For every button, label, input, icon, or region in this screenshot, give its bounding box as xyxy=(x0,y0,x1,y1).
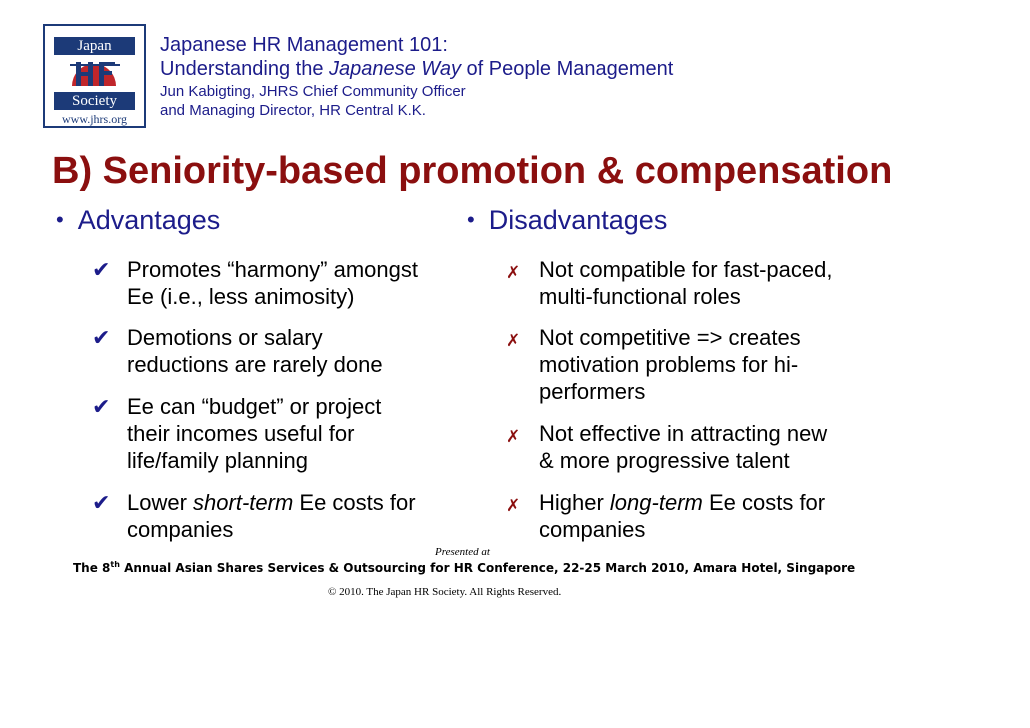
logo-society-text: Society xyxy=(54,92,135,110)
header-course-title: Japanese HR Management 101: xyxy=(160,34,448,56)
cross-icon: ✗ xyxy=(506,496,521,515)
header-author-role: and Managing Director, HR Central K.K. xyxy=(160,102,426,119)
slide-title: B) Seniority-based promotion & compensation xyxy=(52,150,893,192)
presented-at-text: Presented at xyxy=(435,546,490,558)
checkmark-icon: ✔ xyxy=(92,490,111,515)
logo-rising-sun-icon xyxy=(54,56,135,92)
cross-icon: ✗ xyxy=(506,427,521,446)
cross-icon: ✗ xyxy=(506,331,521,350)
bullet-icon: • xyxy=(56,207,64,232)
japan-hr-society-logo xyxy=(43,24,146,128)
copyright-text: © 2010. The Japan HR Society. All Rights Reserved. xyxy=(328,586,562,598)
logo-url: www.jhrs.org xyxy=(62,112,127,126)
advantages-heading: • Advantages xyxy=(56,205,221,235)
bullet-icon: • xyxy=(467,207,475,232)
conference-text: The 8th Annual Asian Shares Services & Outsourcing for HR Conference, 22-25 March 2010, Amara Hotel, Singapore xyxy=(73,560,856,575)
header-subtitle: Understanding the Japanese Way of People Management xyxy=(160,58,674,80)
checkmark-icon: ✔ xyxy=(92,325,111,350)
checkmark-icon: ✔ xyxy=(92,394,111,419)
header-author: Jun Kabigting, JHRS Chief Community Officer xyxy=(160,83,466,100)
logo-japan-text: Japan xyxy=(54,37,135,55)
cross-icon: ✗ xyxy=(506,263,521,282)
checkmark-icon: ✔ xyxy=(92,257,111,282)
disadvantages-heading: • Disadvantages xyxy=(467,205,668,235)
